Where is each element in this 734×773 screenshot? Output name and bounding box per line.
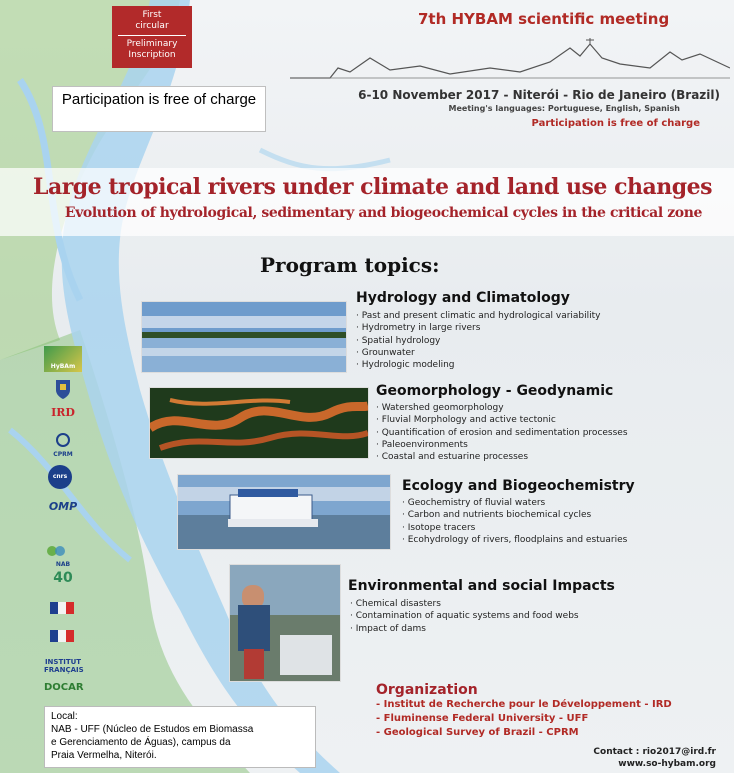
organization-item: - Geological Survey of Brazil - CPRM — [376, 727, 579, 738]
topic-item: · Grounwater — [356, 347, 415, 358]
topic-item: · Ecohydrology of rivers, floodplains and estuaries — [402, 534, 628, 545]
free-participation-box: Participation is free of charge — [52, 86, 266, 132]
topic-heading: Hydrology and Climatology — [356, 290, 570, 306]
logo-label: 40 — [53, 570, 73, 586]
topic-item: · Isotope tracers — [402, 522, 476, 533]
topic-item: · Watershed geomorphology — [376, 403, 504, 413]
badge-line: circular — [135, 21, 169, 31]
topic-item: · Hydrologic modeling — [356, 360, 455, 371]
first-circular-badge — [112, 6, 192, 68]
organization-list — [376, 698, 672, 740]
topic-item: · Coastal and estuarine processes — [376, 452, 529, 463]
topic-heading: Environmental and social Impacts — [348, 578, 615, 594]
program-topics-heading: Program topics: — [260, 253, 440, 277]
topic-item: · Chemical disasters — [350, 599, 441, 609]
topic-list — [376, 402, 628, 463]
anniversary-40-logo — [44, 570, 82, 592]
venue-label: Local: — [51, 711, 78, 722]
free-participation-note: Participation is free of charge — [531, 118, 700, 129]
organization-item: - Institut de Recherche pour le Développement - IRD — [376, 699, 672, 710]
omp-logo — [44, 500, 82, 518]
venue-line: NAB - UFF (Núcleo de Estudos em Biomassa — [51, 724, 254, 735]
docar-logo — [44, 682, 82, 696]
topic-item: · Paleoenvironments — [376, 439, 468, 450]
logo-label: HyBAm — [50, 363, 76, 370]
cprm-logo — [44, 432, 82, 456]
topic-item: · Spatial hydrology — [356, 335, 441, 346]
satellite-river-photo — [150, 388, 368, 458]
logo-label: NAB — [55, 561, 71, 568]
subtitle: Evolution of hydrological, sedimentary and biogeochemical cycles in the critical zone — [64, 205, 702, 221]
organization-item: - Fluminense Federal University - UFF — [376, 713, 589, 724]
hybam-logo — [44, 346, 82, 372]
logo-label: cnrs — [52, 473, 68, 480]
contact-email[interactable]: Contact : rio2017@ird.fr — [593, 747, 716, 757]
topic-item: · Carbon and nutrients biochemical cycles — [402, 510, 592, 521]
river-boat-photo — [178, 475, 390, 549]
nab-logo — [44, 542, 82, 568]
topic-item: · Quantification of erosion and sedimentation processes — [376, 427, 628, 438]
river-landscape-photo — [142, 302, 346, 372]
logo-label: DOCAR — [44, 682, 84, 693]
rio-skyline-illustration — [290, 38, 730, 80]
cnrs-logo — [44, 464, 82, 490]
institut-francais-logo — [44, 658, 82, 678]
university-crest-logo — [44, 378, 82, 400]
republique-francaise-logo-2 — [44, 628, 82, 644]
venue-line: Praia Vermelha, Niterói. — [51, 750, 157, 761]
venue-line: e Gerenciamento de Águas), campus da — [51, 737, 231, 748]
ird-logo — [44, 406, 82, 426]
field-sampling-photo — [230, 565, 340, 681]
topic-list — [356, 310, 601, 371]
contact-block — [560, 746, 716, 770]
main-title: Large tropical rivers under climate and land use changes — [32, 174, 712, 200]
meeting-dates: 6-10 November 2017 - Niterói - Rio de Janeiro (Brazil) — [358, 88, 720, 102]
topic-item: · Geochemistry of fluvial waters — [402, 498, 546, 508]
logo-label: INSTITUT FRANÇAIS — [44, 658, 84, 674]
contact-website[interactable]: www.so-hybam.org — [618, 759, 716, 769]
meeting-title: 7th HYBAM scientific meeting — [418, 10, 670, 28]
topic-item: · Past and present climatic and hydrological variability — [356, 311, 601, 321]
meeting-languages: Meeting's languages: Portuguese, English, Spanish — [448, 104, 680, 113]
topic-item: · Hydrometry in large rivers — [356, 323, 481, 334]
topic-item: · Fluvial Morphology and active tectonic — [376, 415, 556, 426]
logo-label: CPRM — [53, 451, 73, 458]
topic-list — [402, 497, 627, 546]
venue-box — [44, 706, 316, 768]
logo-label: OMP — [48, 500, 78, 513]
topic-heading: Geomorphology - Geodynamic — [376, 383, 614, 399]
badge-line: First — [142, 10, 162, 20]
logo-label: IRD — [51, 406, 75, 419]
badge-line: Inscription — [128, 50, 176, 60]
organization-heading: Organization — [376, 682, 478, 698]
republique-francaise-logo-1 — [44, 600, 82, 616]
topic-heading: Ecology and Biogeochemistry — [402, 478, 635, 494]
topic-item: · Contamination of aquatic systems and food webs — [350, 611, 579, 622]
badge-divider — [118, 35, 186, 36]
topic-list — [350, 598, 579, 635]
topic-item: · Impact of dams — [350, 623, 426, 634]
badge-line: Preliminary — [126, 39, 178, 49]
